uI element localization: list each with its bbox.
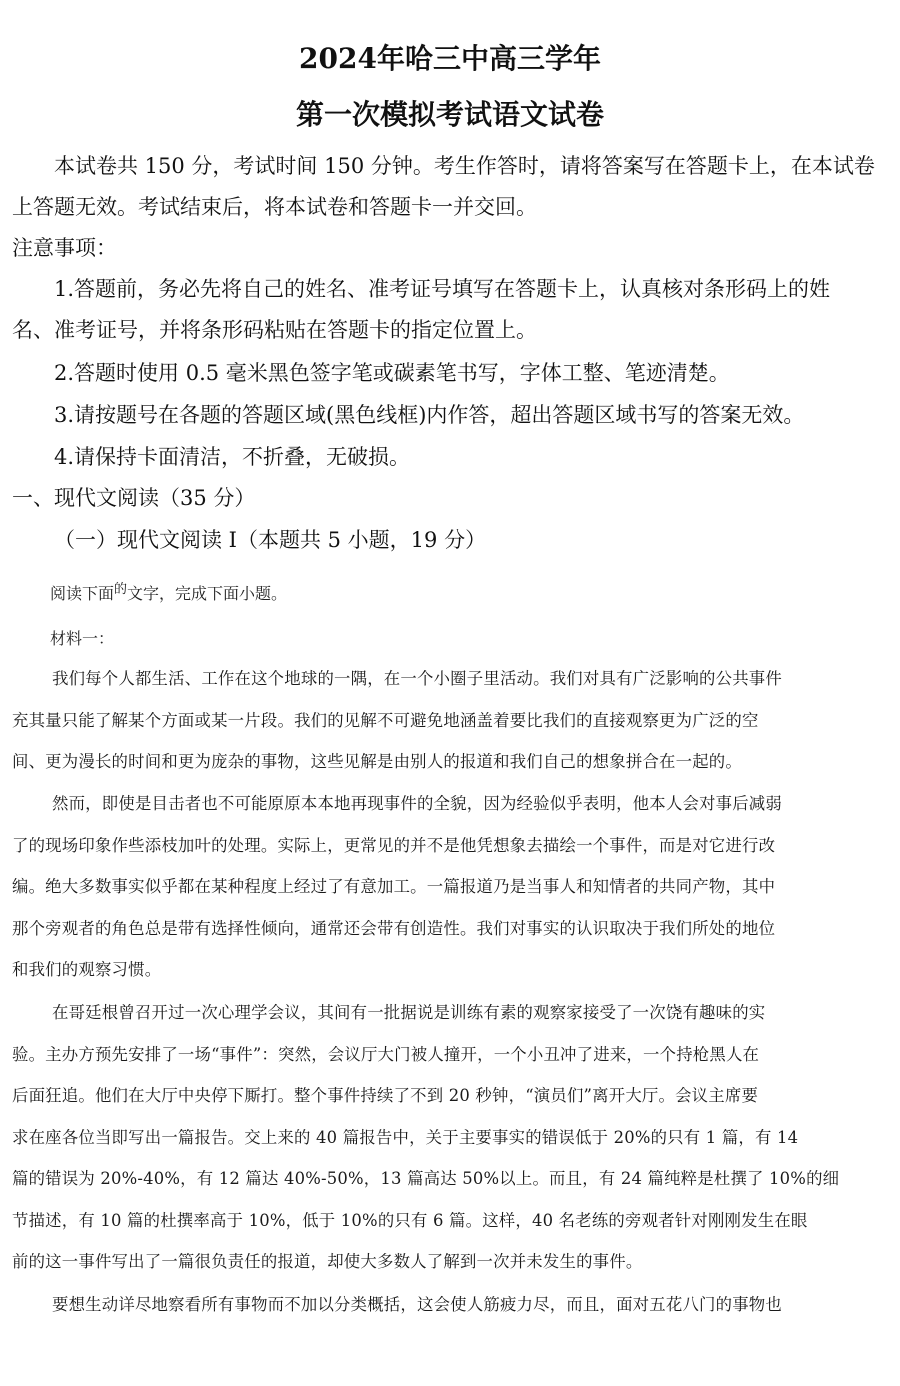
passage-paragraph-2 — [12, 783, 876, 991]
instruction-part-a: 阅读下面 — [50, 584, 115, 603]
notice-item-1-line-2: 名、准考证号，并将条形码粘贴在答题卡的指定位置上。 — [12, 318, 537, 342]
passage-line: 充其量只能了解某个方面或某一片段。我们的见解不可避免地涵盖着要比我们的直接观察更为广泛的空 — [12, 710, 759, 730]
passage-line: 我们每个人都生活、工作在这个地球的一隅，在一个小圈子里活动。我们对具有广泛影响的公共事件 — [52, 669, 782, 688]
notice-heading: 注意事项： — [12, 236, 117, 260]
passage-line: 篇的错误为 20%-40%，有 12 篇达 40%-50%，13 篇高达 50%以上。而且，有 24 篇纯粹是杜撰了 10%的细 — [12, 1169, 840, 1188]
passage-line: 和我们的观察习惯。 — [12, 960, 162, 979]
passage-line: 编。绝大多数事实似乎都在某种程度上经过了有意加工。一篇报道乃是当事人和知情者的共同产物，其中 — [12, 877, 776, 896]
section-subheading: （一）现代文阅读 I（本题共 5 小题，19 分） — [54, 528, 487, 552]
intro-line-2: 上答题无效。考试结束后，将本试卷和答题卡一并交回。 — [12, 195, 537, 219]
intro-line-1: 本试卷共 150 分，考试时间 150 分钟。考生作答时，请将答案写在答题卡上，在本试卷 — [54, 154, 875, 178]
passage-paragraph-3 — [12, 992, 876, 1283]
notice-item-4: 4.请保持卡面清洁，不折叠，无破损。 — [54, 445, 411, 469]
notice-item-1-line-1: 1.答题前，务必先将自己的姓名、准考证号填写在答题卡上，认真核对条形码上的姓 — [54, 277, 831, 301]
exam-title-line1: 2024年哈三中高三学年 — [299, 42, 601, 75]
passage-line: 间、更为漫长的时间和更为庞杂的事物，这些见解是由别人的报道和我们自己的想象拼合在一起的。 — [12, 752, 742, 771]
notice-item-3: 3.请按题号在各题的答题区域(黑色线框)内作答，超出答题区域书写的答案无效。 — [54, 403, 805, 427]
reading-instruction — [50, 578, 287, 604]
passage-paragraph-4 — [12, 1284, 876, 1326]
section-heading: 一、现代文阅读（35 分） — [12, 486, 256, 510]
passage-line: 前的这一事件写出了一篇很负责任的报道，却使大多数人了解到一次并未发生的事件。 — [12, 1252, 643, 1271]
passage-line: 在哥廷根曾召开过一次心理学会议，其间有一批据说是训练有素的观察家接受了一次饶有趣味的实 — [52, 1003, 766, 1022]
passage-line: 后面狂追。他们在大厅中央停下厮打。整个事件持续了不到 20 秒钟，“演员们”离开大厅。会议主席要 — [12, 1086, 759, 1105]
instruction-de: 的 — [114, 582, 128, 597]
intro-paragraph — [12, 146, 888, 228]
passage-line: 求在座各位当即写出一篇报告。交上来的 40 篇报告中，关于主要事实的错误低于 20%的只有 1 篇，有 14 — [12, 1127, 799, 1147]
exam-title-line2: 第一次模拟考试语文试卷 — [295, 98, 604, 131]
passage-line: 然而，即使是目击者也不可能原原本本地再现事件的全貌，因为经验似乎表明，他本人会对事后减弱 — [52, 794, 782, 813]
notice-item-2: 2.答题时使用 0.5 毫米黑色签字笔或碳素笔书写，字体工整、笔迹清楚。 — [54, 361, 730, 385]
passage-paragraph-1 — [12, 658, 876, 783]
passage-line: 验。主办方预先安排了一场“事件”：突然，会议厅大门被人撞开，一个小丑冲了进来，一个持枪黑人在 — [12, 1044, 760, 1064]
instruction-part-b: 文字，完成下面小题。 — [127, 584, 288, 603]
passage-line: 了的现场印象作些添枝加叶的处理。实际上，更常见的并不是他凭想象去描绘一个事件，而是对它进行改 — [12, 835, 776, 855]
passage-line: 那个旁观者的角色总是带有选择性倾向，通常还会带有创造性。我们对事实的认识取决于我们所处的地位 — [12, 918, 776, 938]
passage-line: 要想生动详尽地察看所有事物而不加以分类概括，这会使人筋疲力尽，而且，面对五花八门的事物也 — [52, 1295, 782, 1314]
notice-item-1 — [12, 269, 888, 351]
material-label: 材料一： — [50, 629, 115, 648]
passage-line: 节描述，有 10 篇的杜撰率高于 10%，低于 10%的只有 6 篇。这样，40 名老练的旁观者针对刚刚发生在眼 — [12, 1210, 808, 1230]
